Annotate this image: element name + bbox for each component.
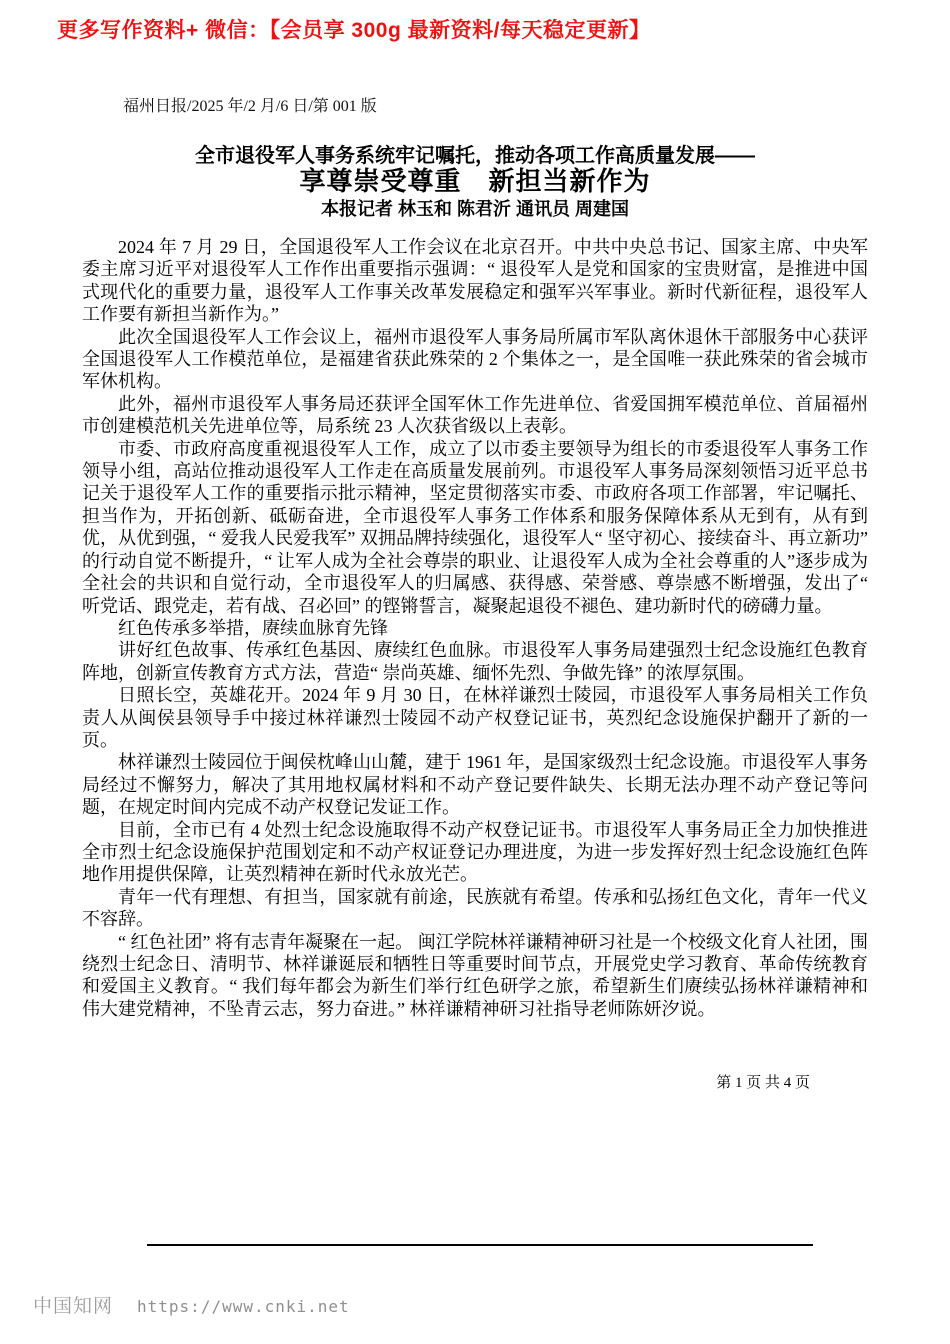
article-byline: 本报记者 林玉和 陈君沂 通讯员 周建国	[320, 199, 629, 219]
article-paragraph: 2024 年 7 月 29 日，全国退役军人工作会议在北京召开。中共中央总书记、国家主席、中央军委主席习近平对退役军人工作作出重要指示强调：“ 退役军人是党和国家的宝贵财富，是推进中国式现代化的重要力量，退役军人工作事关改革发展稳定和强军兴军事业。新时代新征程，退役军人工作要有新担当新作为。”	[82, 237, 868, 325]
cnki-url-label: https://www.cnki.net	[137, 1297, 350, 1316]
article-paragraph: 此次全国退役军人工作会议上，福州市退役军人事务局所属市军队离休退休干部服务中心获评全国退役军人工作模范单位，是福建省获此殊荣的 2 个集体之一，是全国唯一获此殊荣的省会城市军休机构。	[82, 326, 868, 392]
article-paragraph: 市委、市政府高度重视退役军人工作，成立了以市委主要领导为组长的市委退役军人事务工作领导小组，高站位推动退役军人工作走在高质量发展前列。市退役军人事务局深刻领悟习近平总书记关于退役军人工作的重要指示批示精神，坚定贯彻落实市委、市政府各项工作部署，牢记嘱托、担当作为，开拓创新、砥砺奋进，全市退役军人事务工作体系和服务保障体系从无到有，从有到优，从优到强，“ 爱我人民爱我军” 双拥品牌持续强化，退役军人“ 坚守初心、接续奋斗、再立新功” 的行动自觉不断提升，“ 让军人成为全社会尊崇的职业、让退役军人成为全社会尊重的人”逐步成为全社会的共识和自觉行动，全市退役军人的归属感、获得感、荣誉感、尊崇感不断增强，发出了“ 听党话、跟党走，若有战、召必回” 的铿锵誓言，凝聚起退役不褪色、建功新时代的磅礴力量。	[82, 438, 868, 616]
cnki-brand-label: 中国知网	[33, 1296, 114, 1317]
source-dateline: 福州日报/2025 年/2 月/6 日/第 001 版	[123, 98, 377, 115]
page-number-indicator: 第 1 页 共 4 页	[716, 1075, 810, 1091]
article-title: 享尊崇受尊重 新担当新作为	[299, 166, 651, 196]
promo-banner-text: 更多写作资料+ 微信：【会员享 300g 最新资料/每天稳定更新】	[57, 19, 651, 42]
section-subheading: 红色传承多举措，赓续血脉育先锋	[118, 617, 388, 638]
cnki-watermark	[33, 1291, 350, 1318]
article-kicker: 全市退役军人事务系统牢记嘱托，推动各项工作高质量发展——	[195, 145, 755, 167]
article-paragraph: 林祥谦烈士陵园位于闽侯枕峰山山麓，建于 1961 年，是国家级烈士纪念设施。市退役军人事务局经过不懈努力，解决了其用地权属材料和不动产登记要件缺失、长期无法办理不动产登记等问题，在规定时间内完成不动产权登记发证工作。	[82, 752, 868, 818]
footer-divider	[147, 1244, 813, 1246]
article-paragraph: 目前，全市已有 4 处烈士纪念设施取得不动产权登记证书。市退役军人事务局正全力加快推进全市烈士纪念设施保护范围划定和不动产权证登记办理进度，为进一步发挥好烈士纪念设施红色阵地作用提供保障，让英烈精神在新时代永放光芒。	[82, 819, 868, 885]
article-body	[82, 236, 868, 1020]
article-paragraph: 讲好红色故事、传承红色基因、赓续红色血脉。市退役军人事务局建强烈士纪念设施红色教育阵地，创新宣传教育方式方法，营造“ 崇尚英雄、缅怀先烈、争做先锋” 的浓厚氛围。	[82, 640, 868, 683]
article-paragraph: 此外，福州市退役军人事务局还获评全国军休工作先进单位、省爱国拥军模范单位、首届福州市创建模范机关先进单位等，局系统 23 人次获省级以上表彰。	[82, 393, 868, 437]
article-paragraph: 日照长空，英雄花开。2024 年 9 月 30 日，在林祥谦烈士陵园，市退役军人事务局相关工作负责人从闽侯县领导手中接过林祥谦烈士陵园不动产权登记证书，英烈纪念设施保护翻开了新的一页。	[82, 685, 868, 750]
article-paragraph: 青年一代有理想、有担当，国家就有前途，民族就有希望。传承和弘扬红色文化，青年一代义不容辞。	[82, 886, 868, 930]
article-paragraph: “ 红色社团” 将有志青年凝聚在一起。 闽江学院林祥谦精神研习社是一个校级文化育人社团，围绕烈士纪念日、清明节、林祥谦诞辰和牺牲日等重要时间节点，开展党史学习教育、革命传统教育和爱国主义教育。“ 我们每年都会为新生们举行红色研学之旅，希望新生们赓续弘扬林祥谦精神和伟大建党精神，不坠青云志，努力奋进。” 林祥谦精神研习社指导老师陈妍汐说。	[82, 931, 868, 1019]
